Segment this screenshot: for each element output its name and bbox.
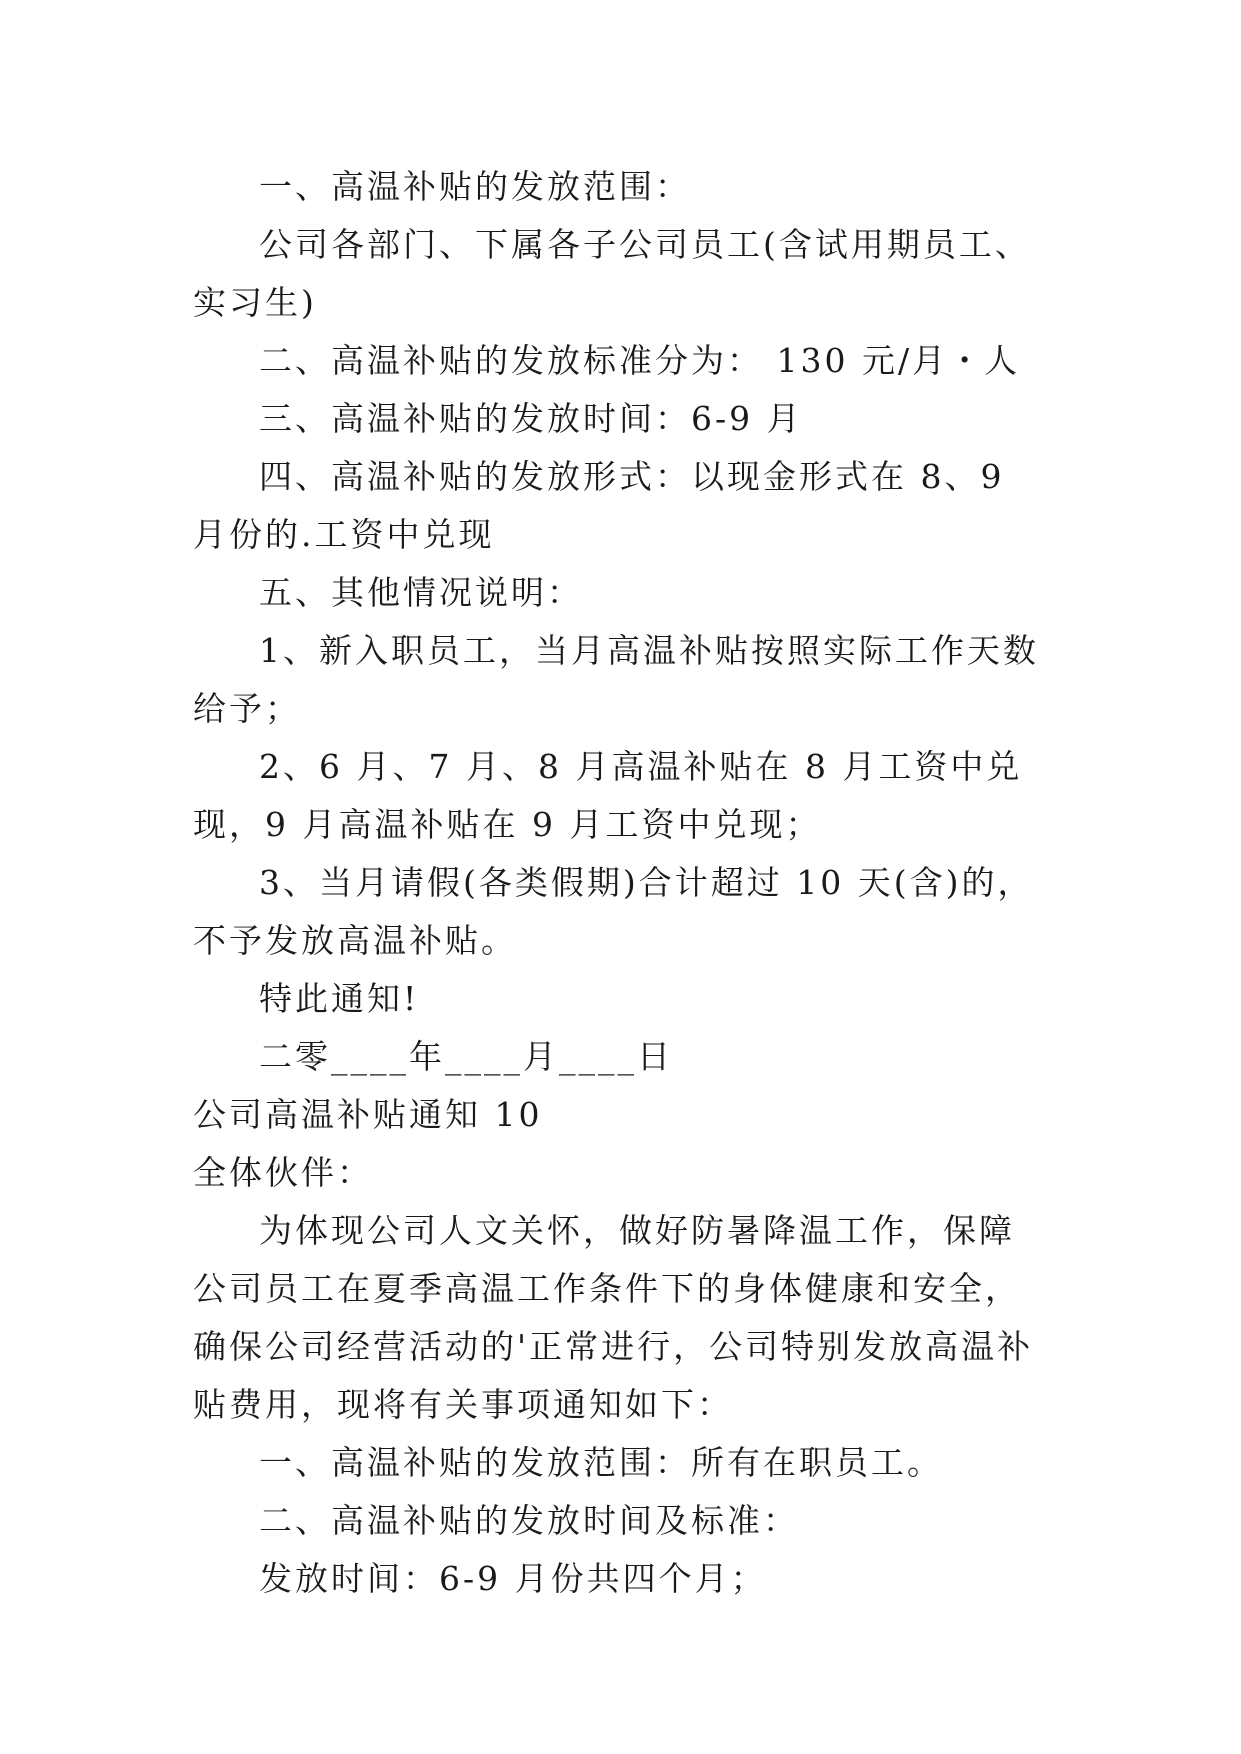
- intro-paragraph: 为体现公司人文关怀，做好防暑降温工作，保障公司员工在夏季高温工作条件下的身体健康和安全，确保公司经营活动的'正常进行，公司特别发放高温补贴费用，现将有关事项通知如下：: [193, 1211, 1034, 1424]
- payment-time: 发放时间：6-9 月份共四个月；: [259, 1559, 767, 1598]
- date-line: 二零____年____月____日: [259, 1037, 673, 1076]
- scope-heading: 一、高温补贴的发放范围：: [259, 167, 691, 206]
- note-2: 2、6 月、7 月、8 月高温补贴在 8 月工资中兑现，9 月高温补贴在 9 月工资中兑现；: [193, 747, 1023, 844]
- document-page: [193, 158, 1048, 1608]
- other-heading: 五、其他情况说明：: [259, 573, 583, 612]
- time-line: 三、高温补贴的发放时间：6-9 月: [259, 399, 803, 438]
- scope-all-staff: 一、高温补贴的发放范围：所有在职员工。: [259, 1443, 943, 1482]
- time-standard-heading: 二、高温补贴的发放时间及标准：: [259, 1501, 799, 1540]
- note-1: 1、新入职员工，当月高温补贴按照实际工作天数给予；: [193, 631, 1039, 728]
- standard-line: 二、高温补贴的发放标准分为： 130 元/月・人: [259, 341, 1021, 380]
- notice-title: 公司高温补贴通知 10: [193, 1095, 543, 1134]
- salutation: 全体伙伴：: [193, 1153, 373, 1192]
- form-line: 四、高温补贴的发放形式：以现金形式在 8、9 月份的.工资中兑现: [193, 457, 1005, 554]
- note-3: 3、当月请假(各类假期)合计超过 10 天(含)的，不予发放高温补贴。: [193, 863, 1034, 960]
- scope-body: 公司各部门、下属各子公司员工(含试用期员工、实习生): [193, 225, 1031, 322]
- closing-line: 特此通知!: [259, 979, 420, 1018]
